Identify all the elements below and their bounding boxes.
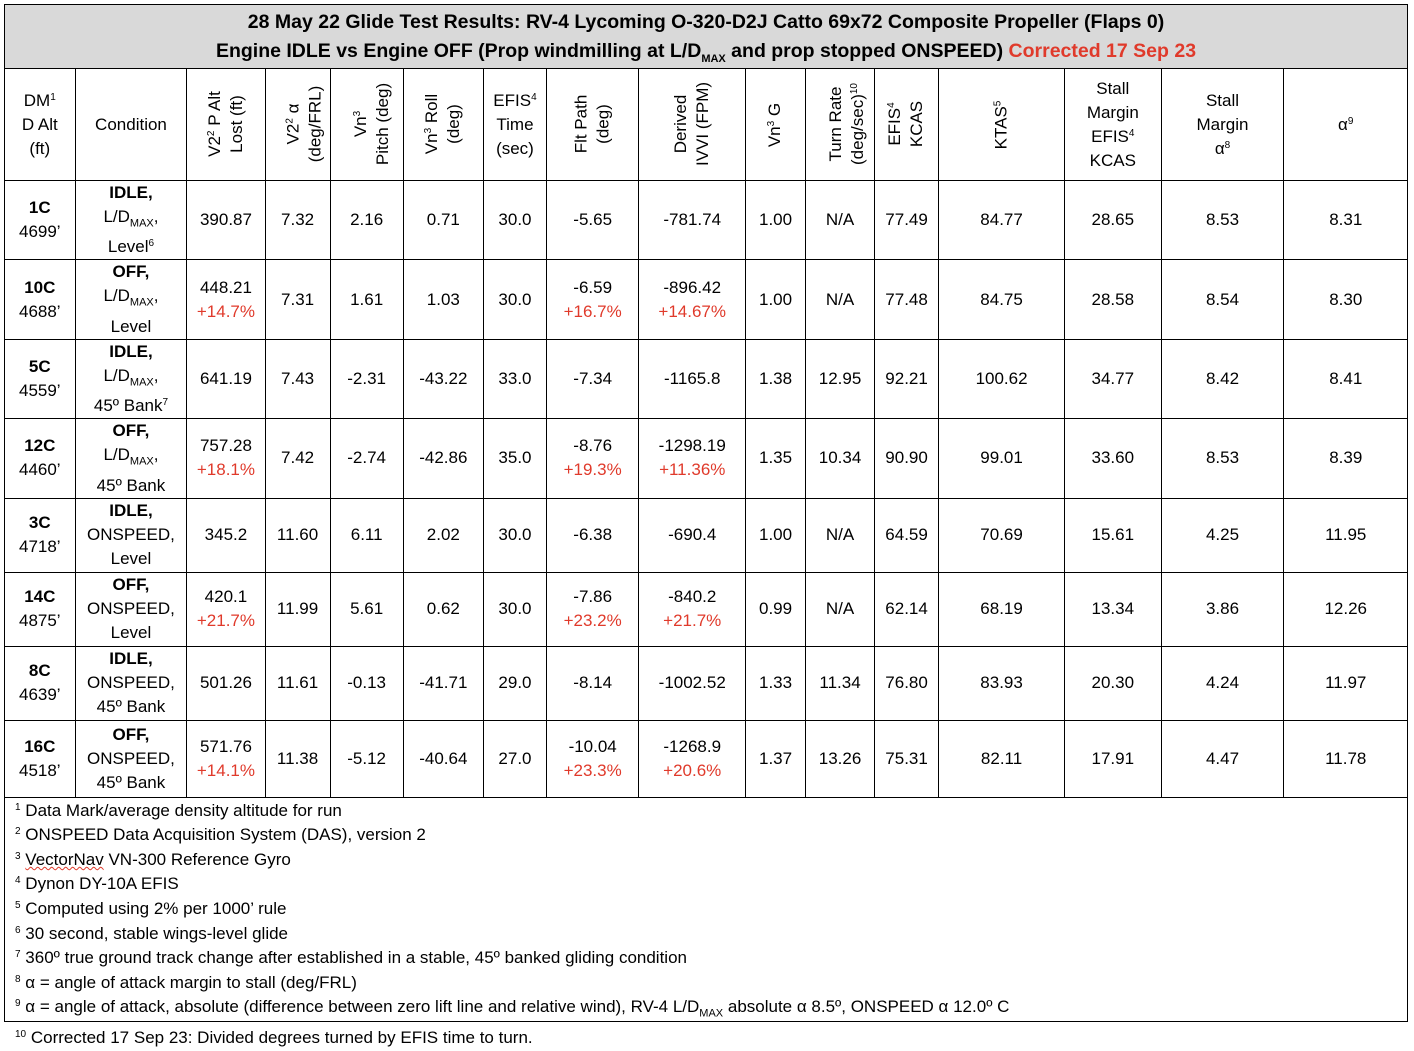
alpha-absolute-cell: 12.26 [1284, 572, 1407, 646]
turn-rate-cell: N/A [806, 572, 875, 646]
alpha-absolute-cell: 11.97 [1284, 646, 1407, 720]
stall-margin-kcas-cell: 15.61 [1065, 498, 1162, 572]
footnote-9: $^9$ α = angle of attack, absolute (difference between zero lift line and relative wind), RV-4 $L/D_{MAX}$ absolute α 8.5º, ONSPEED α 12.0º C [15, 997, 1010, 1020]
time-cell: 35.0 [483, 419, 546, 498]
alpha-absolute-cell: 8.39 [1284, 419, 1407, 498]
stall-margin-kcas-cell: 28.65 [1065, 181, 1162, 260]
g-cell: 1.33 [746, 646, 806, 720]
ktas-cell: 84.75 [939, 260, 1065, 339]
header-roll: Vn$^3$ Roll (deg) [403, 69, 483, 181]
kcas-cell: 77.48 [875, 260, 939, 339]
condition-cell: OFF, ONSPEED, Level [75, 572, 187, 646]
g-cell: 1.00 [746, 181, 806, 260]
flt-path-cell: -8.14 [546, 646, 638, 720]
header-pitch: Vn$^3$ Pitch (deg) [330, 69, 403, 181]
footnote-3: $^3$ VectorNav VN-300 Reference Gyro [15, 849, 291, 869]
kcas-cell: 64.59 [875, 498, 939, 572]
stall-margin-alpha-cell: 8.54 [1161, 260, 1284, 339]
g-cell: 1.00 [746, 260, 806, 339]
stall-margin-alpha-cell: 8.42 [1161, 339, 1284, 418]
glide-results-table [5, 69, 1407, 798]
stall-margin-kcas-cell: 20.30 [1065, 646, 1162, 720]
alpha-cell: 11.61 [265, 646, 330, 720]
stall-margin-kcas-cell: 34.77 [1065, 339, 1162, 418]
ivvi-cell: -1298.19 +11.36% [639, 419, 746, 498]
alpha-cell: 11.60 [265, 498, 330, 572]
g-cell: 0.99 [746, 572, 806, 646]
results-document [4, 4, 1408, 1048]
kcas-cell: 92.21 [875, 339, 939, 418]
turn-rate-cell: 13.26 [806, 720, 875, 797]
time-cell: 27.0 [483, 720, 546, 797]
table-row [5, 720, 1407, 797]
turn-rate-cell: N/A [806, 181, 875, 260]
alt-lost-cell: 390.87 [187, 181, 265, 260]
footnote-10: $^{10}$ Corrected 17 Sep 23: Divided degrees turned by EFIS time to turn. [15, 1028, 533, 1048]
dm-cell: 1C 4699’ [5, 181, 75, 260]
turn-rate-cell: 12.95 [806, 339, 875, 418]
time-cell: 33.0 [483, 339, 546, 418]
pitch-cell: -0.13 [330, 646, 403, 720]
table-body [5, 181, 1407, 798]
table-row [5, 181, 1407, 260]
footnote-6: $^6$ 30 second, stable wings-level glide [15, 923, 289, 943]
flt-path-cell: -6.38 [546, 498, 638, 572]
header-turn-rate: Turn Rate $(deg/\sec)^{10}$ [806, 69, 875, 181]
flt-path-cell: -10.04 +23.3% [546, 720, 638, 797]
alpha-absolute-cell: 8.31 [1284, 181, 1407, 260]
stall-margin-alpha-cell: 4.47 [1161, 720, 1284, 797]
header-alpha: $V2^2$ α (deg/FRL) [265, 69, 330, 181]
time-cell: 30.0 [483, 498, 546, 572]
title-correction: Corrected 17 Sep 23 [1008, 40, 1197, 62]
alpha-cell: 11.38 [265, 720, 330, 797]
header-flt-path: Flt Path (deg) [546, 69, 638, 181]
flt-path-cell: -7.34 [546, 339, 638, 418]
alpha-absolute-cell: 11.95 [1284, 498, 1407, 572]
condition-cell: IDLE, $L/D_{MAX}$, Level$^6$ [75, 181, 187, 260]
pitch-cell: 6.11 [330, 498, 403, 572]
condition-cell: IDLE, $L/D_{MAX}$, 45º Bank$^7$ [75, 339, 187, 418]
flt-path-cell: -6.59 +16.7% [546, 260, 638, 339]
stall-margin-alpha-cell: 4.25 [1161, 498, 1284, 572]
stall-margin-alpha-cell: 8.53 [1161, 181, 1284, 260]
alt-lost-cell: 501.26 [187, 646, 265, 720]
footnotes [5, 798, 1407, 1051]
header-ivvi: Derived IVVI (FPM) [639, 69, 746, 181]
footnote-5: $^5$ Computed using 2% per 1000’ rule [15, 898, 287, 918]
ivvi-cell: -896.42 +14.67% [639, 260, 746, 339]
alt-lost-cell: 448.21 +14.7% [187, 260, 265, 339]
turn-rate-cell: N/A [806, 260, 875, 339]
alt-lost-cell: 641.19 [187, 339, 265, 418]
ivvi-cell: -1268.9 +20.6% [639, 720, 746, 797]
flt-path-cell: -8.76 +19.3% [546, 419, 638, 498]
pitch-cell: 5.61 [330, 572, 403, 646]
header-alpha-absolute: $\alpha^9$ [1284, 69, 1407, 181]
g-cell: 1.35 [746, 419, 806, 498]
header-row [5, 69, 1407, 181]
roll-cell: -42.86 [403, 419, 483, 498]
header-ktas: KTAS$^5$ [939, 69, 1065, 181]
table-row [5, 339, 1407, 418]
kcas-cell: 77.49 [875, 181, 939, 260]
title-line-1: 28 May 22 Glide Test Results: RV-4 Lycoming O-320-D2J Catto 69x72 Composite Propeller (Flaps 0) [247, 11, 1165, 33]
roll-cell: 0.71 [403, 181, 483, 260]
table-row [5, 646, 1407, 720]
footnote-8: $^8$ α = angle of attack margin to stall (deg/FRL) [15, 972, 357, 992]
pitch-cell: -2.31 [330, 339, 403, 418]
ktas-cell: 68.19 [939, 572, 1065, 646]
condition-cell: OFF, $L/D_{MAX}$, Level [75, 260, 187, 339]
stall-margin-alpha-cell: 8.53 [1161, 419, 1284, 498]
ivvi-cell: -1002.52 [639, 646, 746, 720]
header-stall-margin-kcas: Stall Margin EFIS$^4$ KCAS [1065, 69, 1162, 181]
alt-lost-cell: 571.76 +14.1% [187, 720, 265, 797]
roll-cell: 2.02 [403, 498, 483, 572]
title-line-2-a: Engine IDLE vs Engine OFF (Prop windmilling at L/D [215, 40, 702, 62]
footnote-2: $^2$ ONSPEED Data Acquisition System (DAS), version 2 [15, 825, 426, 845]
turn-rate-cell: 11.34 [806, 646, 875, 720]
kcas-cell: 62.14 [875, 572, 939, 646]
pitch-cell: -2.74 [330, 419, 403, 498]
dm-cell: 12C 4460’ [5, 419, 75, 498]
ivvi-cell: -840.2 +21.7% [639, 572, 746, 646]
ivvi-cell: -781.74 [639, 181, 746, 260]
ktas-cell: 83.93 [939, 646, 1065, 720]
footnote-1: $^1$ Data Mark/average density altitude for run [15, 800, 342, 820]
g-cell: 1.37 [746, 720, 806, 797]
ktas-cell: 99.01 [939, 419, 1065, 498]
alpha-cell: 7.31 [265, 260, 330, 339]
roll-cell: 1.03 [403, 260, 483, 339]
stall-margin-kcas-cell: 33.60 [1065, 419, 1162, 498]
kcas-cell: 90.90 [875, 419, 939, 498]
alt-lost-cell: 757.28 +18.1% [187, 419, 265, 498]
header-efis-kcas: EFIS$^4$ KCAS [875, 69, 939, 181]
table-row [5, 572, 1407, 646]
ivvi-cell: -690.4 [639, 498, 746, 572]
ktas-cell: 82.11 [939, 720, 1065, 797]
roll-cell: -40.64 [403, 720, 483, 797]
header-dm: $DM^1$ D Alt (ft) [5, 69, 75, 181]
table-row [5, 260, 1407, 339]
alt-lost-cell: 420.1 +21.7% [187, 572, 265, 646]
alt-lost-cell: 345.2 [187, 498, 265, 572]
roll-cell: 0.62 [403, 572, 483, 646]
turn-rate-cell: 10.34 [806, 419, 875, 498]
time-cell: 30.0 [483, 181, 546, 260]
stall-margin-alpha-cell: 3.86 [1161, 572, 1284, 646]
flt-path-cell: -5.65 [546, 181, 638, 260]
alpha-cell: 7.32 [265, 181, 330, 260]
header-condition: Condition [75, 69, 187, 181]
alpha-absolute-cell: 11.78 [1284, 720, 1407, 797]
condition-cell: OFF, ONSPEED, 45º Bank [75, 720, 187, 797]
header-alt-lost: $V2^2$ P Alt Lost (ft) [187, 69, 265, 181]
alpha-absolute-cell: 8.41 [1284, 339, 1407, 418]
pitch-cell: 1.61 [330, 260, 403, 339]
alpha-cell: 7.42 [265, 419, 330, 498]
table-row [5, 498, 1407, 572]
pitch-cell: -5.12 [330, 720, 403, 797]
condition-cell: OFF, $L/D_{MAX}$, 45º Bank [75, 419, 187, 498]
dm-cell: 3C 4718’ [5, 498, 75, 572]
condition-cell: IDLE, ONSPEED, Level [75, 498, 187, 572]
footnote-7: $^7$ 360º true ground track change after established in a stable, 45º banked gliding condition [15, 948, 687, 968]
ktas-cell: 100.62 [939, 339, 1065, 418]
dm-cell: 8C 4639’ [5, 646, 75, 720]
alpha-cell: 11.99 [265, 572, 330, 646]
roll-cell: -43.22 [403, 339, 483, 418]
time-cell: 30.0 [483, 572, 546, 646]
kcas-cell: 76.80 [875, 646, 939, 720]
header-g: Vn$^3$ G [746, 69, 806, 181]
header-efis-time: EFIS$^4$ Time (sec) [483, 69, 546, 181]
footnote-4: $^4$ Dynon DY-10A EFIS [15, 874, 179, 894]
ktas-cell: 70.69 [939, 498, 1065, 572]
kcas-cell: 75.31 [875, 720, 939, 797]
stall-margin-alpha-cell: 4.24 [1161, 646, 1284, 720]
table-title [5, 5, 1407, 69]
dm-cell: 14C 4875’ [5, 572, 75, 646]
stall-margin-kcas-cell: 28.58 [1065, 260, 1162, 339]
alpha-cell: 7.43 [265, 339, 330, 418]
stall-margin-kcas-cell: 13.34 [1065, 572, 1162, 646]
pitch-cell: 2.16 [330, 181, 403, 260]
title-line-2-b: and prop stopped ONSPEED) [725, 40, 1009, 62]
ivvi-cell: -1165.8 [639, 339, 746, 418]
header-stall-margin-alpha: Stall Margin $\alpha^8$ [1161, 69, 1284, 181]
table-row [5, 419, 1407, 498]
title-line-2-sub: MAX [701, 52, 726, 65]
roll-cell: -41.71 [403, 646, 483, 720]
ktas-cell: 84.77 [939, 181, 1065, 260]
turn-rate-cell: N/A [806, 498, 875, 572]
time-cell: 30.0 [483, 260, 546, 339]
dm-cell: 5C 4559’ [5, 339, 75, 418]
g-cell: 1.00 [746, 498, 806, 572]
dm-cell: 10C 4688’ [5, 260, 75, 339]
time-cell: 29.0 [483, 646, 546, 720]
dm-cell: 16C 4518’ [5, 720, 75, 797]
alpha-absolute-cell: 8.30 [1284, 260, 1407, 339]
stall-margin-kcas-cell: 17.91 [1065, 720, 1162, 797]
flt-path-cell: -7.86 +23.2% [546, 572, 638, 646]
g-cell: 1.38 [746, 339, 806, 418]
condition-cell: IDLE, ONSPEED, 45º Bank [75, 646, 187, 720]
